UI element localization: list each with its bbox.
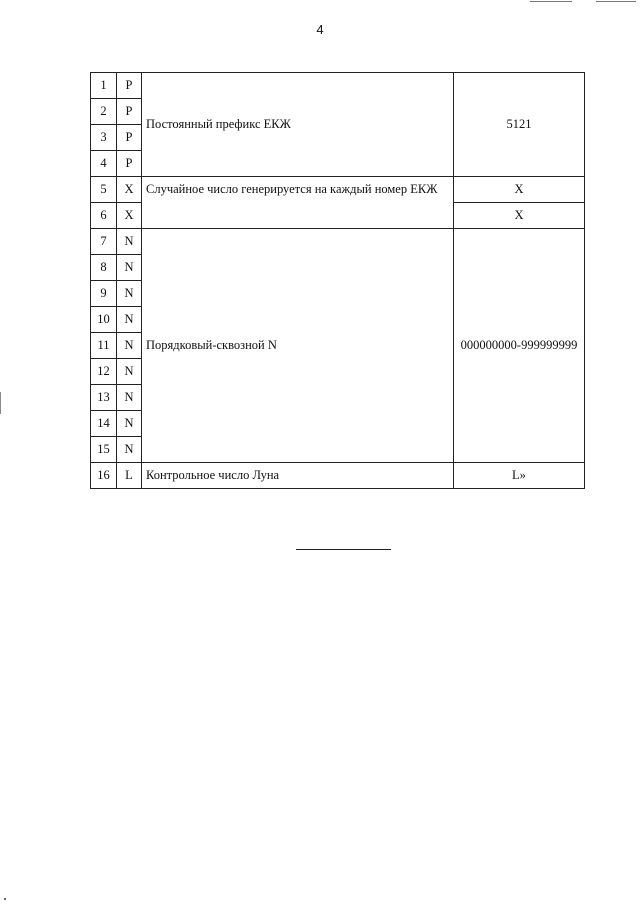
- row-symbol: N: [117, 255, 142, 281]
- row-number: 15: [91, 437, 117, 463]
- row-number: 5: [91, 177, 117, 203]
- random-value-2: X: [454, 203, 585, 229]
- end-rule: [296, 549, 391, 550]
- row-symbol: N: [117, 333, 142, 359]
- row-symbol: P: [117, 151, 142, 177]
- table-row: [91, 177, 585, 203]
- check-value: L»: [454, 463, 585, 489]
- serial-description: Порядковый-сквозной N: [142, 229, 454, 463]
- row-symbol: P: [117, 73, 142, 99]
- row-symbol: X: [117, 177, 142, 203]
- ekzh-structure-table: [90, 72, 585, 489]
- row-symbol: P: [117, 125, 142, 151]
- scan-dot: [4, 898, 6, 900]
- row-symbol: N: [117, 437, 142, 463]
- row-symbol: X: [117, 203, 142, 229]
- prefix-value: 5121: [454, 73, 585, 177]
- table-row: [91, 73, 585, 99]
- row-number: 3: [91, 125, 117, 151]
- prefix-description: Постоянный префикс ЕКЖ: [142, 73, 454, 177]
- row-symbol: N: [117, 281, 142, 307]
- row-symbol: N: [117, 411, 142, 437]
- table-row: [91, 463, 585, 489]
- row-number: 12: [91, 359, 117, 385]
- row-number: 6: [91, 203, 117, 229]
- row-number: 9: [91, 281, 117, 307]
- check-description: Контрольное число Луна: [142, 463, 454, 489]
- row-number: 8: [91, 255, 117, 281]
- margin-mark: [0, 392, 1, 414]
- row-number: 13: [91, 385, 117, 411]
- row-number: 16: [91, 463, 117, 489]
- row-number: 7: [91, 229, 117, 255]
- page-number: 4: [316, 22, 324, 37]
- table-row: [91, 229, 585, 255]
- row-number: 1: [91, 73, 117, 99]
- row-number: 2: [91, 99, 117, 125]
- row-symbol: N: [117, 229, 142, 255]
- corner-mark-left: [530, 1, 572, 2]
- row-symbol: P: [117, 99, 142, 125]
- row-number: 14: [91, 411, 117, 437]
- row-number: 10: [91, 307, 117, 333]
- row-number: 4: [91, 151, 117, 177]
- row-symbol: L: [117, 463, 142, 489]
- row-symbol: N: [117, 359, 142, 385]
- row-number: 11: [91, 333, 117, 359]
- corner-mark-right: [596, 1, 636, 2]
- random-value-1: X: [454, 177, 585, 203]
- row-symbol: N: [117, 385, 142, 411]
- serial-value: 000000000-999999999: [454, 229, 585, 463]
- row-symbol: N: [117, 307, 142, 333]
- random-description: Случайное число генерируется на каждый номер ЕКЖ: [142, 177, 454, 229]
